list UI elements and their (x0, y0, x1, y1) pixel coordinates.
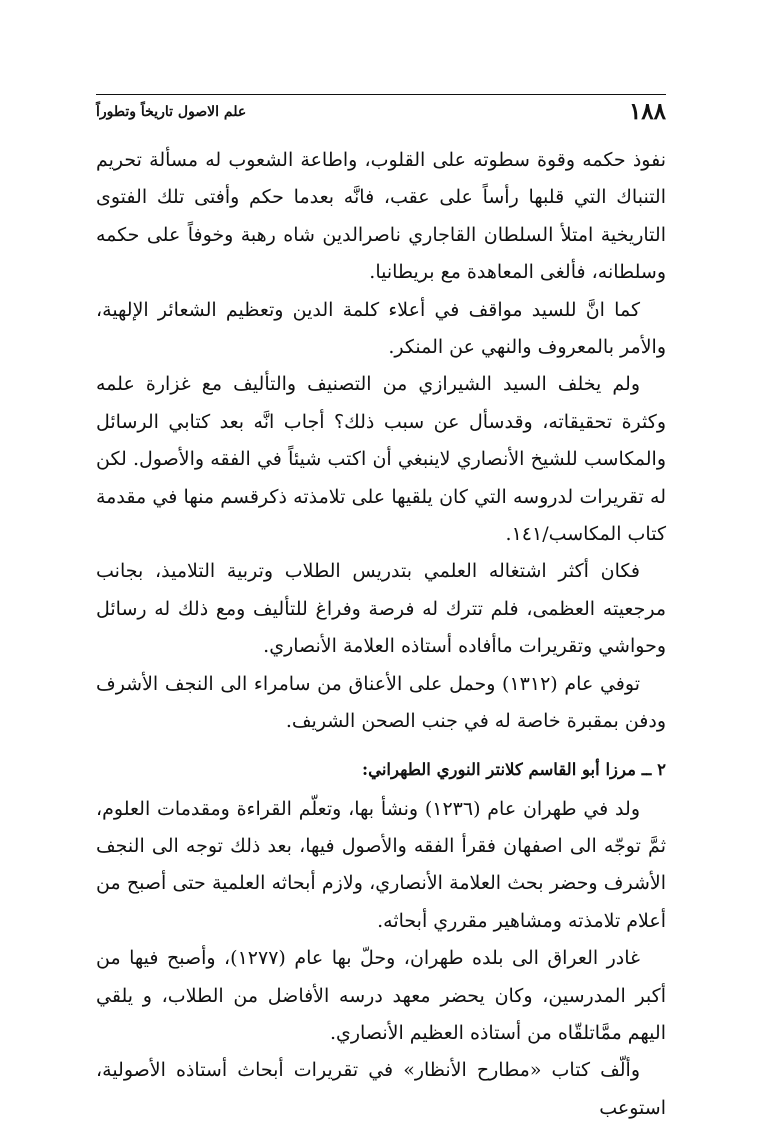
paragraph: غادر العراق الى بلده طهران، وحلّ بها عام (١٢٧٧)، وأصبح فيها من أكبر المدرسين، وكان يحضر معهد درسه الأفاضل من الطلاب، و يلقي اليهم ممَّاتلقّاه من أستاذه العظيم الأنصاري. (96, 947, 666, 1044)
paragraph: وألّف كتاب «مطارح الأنظار» في تقريرات أبحاث أستاذه الأصولية، استوعب (96, 1059, 666, 1119)
paragraph: كما انَّ للسيد مواقف في أعلاء كلمة الدين وتعظيم الشعائر الإلهية، والأمر بالمعروف والنهي عن المنكر. (96, 298, 666, 359)
page-number: ١٨٨ (628, 98, 666, 125)
paragraph: فكان أكثر اشتغاله العلمي بتدريس الطلاب وتربية التلاميذ، بجانب مرجعيته العظمى، فلم تترك له فرصة وفراغ للتأليف ومع ذلك له رسائل وحواشي وتقريرات ماأفاده أستاذه العلامة الأنصاري. (96, 560, 666, 658)
paragraph: نفوذ حكمه وقوة سطوته على القلوب، واطاعة الشعوب له مسألة تحريم التنباك التي قلبها رأساً على عقب، فانَّه بعدما حكم وأفتى تلك الفتوى التاريخية امتلأ السلطان القاجاري ناصرالدين شاه رهبة وخوفاً على حكمه وسلطانه، فألغى المعاهدة مع بريطانيا. (96, 149, 666, 284)
body-text (96, 142, 666, 1127)
running-header (96, 98, 666, 126)
paragraph: ولم يخلف السيد الشيرازي من التصنيف والتأليف مع غزارة علمه وكثرة تحقيقاته، وقدسأل عن سبب ذلك؟ أجاب انَّه بعد كتابي الرسائل والمكاسب للشيخ الأنصاري لاينبغي أن اكتب شيئاً في الفقه والأصول. لكن له تقريرات لدروسه التي كان يلقيها على تلامذته ذكرقسم منها في مقدمة كتاب المكاسب/١٤١. (96, 373, 666, 546)
running-title: علم الاصول تاريخاً وتطوراً (96, 104, 247, 120)
section-title: ٢ ــ مرزا أبو القاسم كلانتر النوري الطهراني: (362, 759, 666, 779)
header-rule (96, 94, 666, 95)
paragraph: توفي عام (١٣١٢) وحمل على الأعناق من سامراء الى النجف الأشرف ودفن بمقبرة خاصة له في جنب الصحن الشريف. (96, 672, 666, 733)
paragraph: ولد في طهران عام (١٢٣٦) ونشأ بها، وتعلّم القراءة ومقدمات العلوم، ثمَّ توجّه الى اصفهان فقرأ الفقه والأصول فيها، بعد ذلك توجه الى النجف الأشرف وحضر بحث العلامة الأنصاري، ولازم أبحاثه العلمية حتى أصبح من أعلام تلامذته ومشاهير مقرري أبحاثه. (96, 797, 666, 932)
